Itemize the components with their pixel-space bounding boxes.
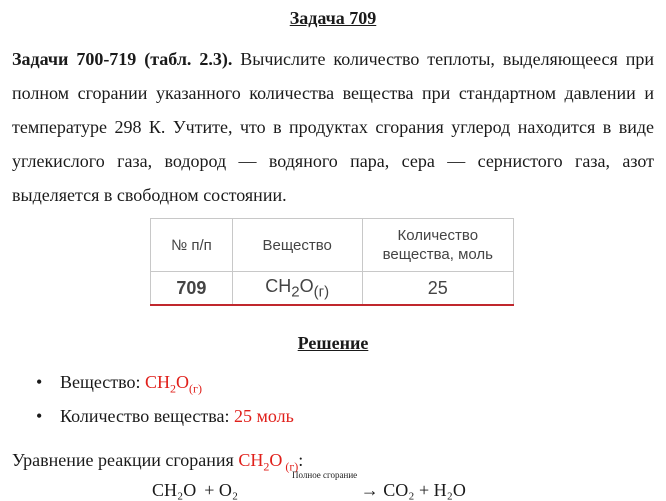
bullet-icon: • xyxy=(36,372,43,392)
data-table xyxy=(150,218,514,306)
task-text: Вычислите количество теплоты, выделяющееся при полном сгорании указанного количества вещества при стандартном давлении и температуре 298 К. Учтите, что в продуктах сгорания углерод находится в виде углекислого газа, водород — водяного пара, сера — сернистого газа, азот выделяется в свободном состоянии. xyxy=(12,49,654,205)
table-row xyxy=(151,272,514,306)
arrow-note: Полное сгорание xyxy=(292,470,358,480)
solution-title: Решение xyxy=(297,333,369,353)
task-title: Задача 709 xyxy=(289,8,377,28)
header-substance: Вещество xyxy=(232,219,362,272)
task-description xyxy=(12,42,654,212)
task-range-label: Задачи 700-719 (табл. 2.3). xyxy=(12,49,233,69)
equation-label: Уравнение реакции сгорания $CH_2O$ $_{(г)}$: xyxy=(12,450,304,474)
list-item-amount: • Количество вещества: 25 моль xyxy=(36,401,294,431)
bullet-icon: • xyxy=(36,406,43,426)
reaction-equation: CH₂O + O₂ Полное сгорание → CO₂ + H₂O xyxy=(152,470,466,500)
header-amount: Количество вещества, моль xyxy=(362,219,513,272)
cell-substance: $CH_2O_{(г)}$ xyxy=(232,272,362,306)
cell-amount: 25 xyxy=(362,272,513,306)
header-number: № п/п xyxy=(151,219,233,272)
table-header-row xyxy=(151,219,514,272)
given-list xyxy=(36,367,294,435)
list-item-substance: • Вещество: $CH_2O_{(г)}$ xyxy=(36,367,294,397)
cell-number: 709 xyxy=(151,272,233,306)
